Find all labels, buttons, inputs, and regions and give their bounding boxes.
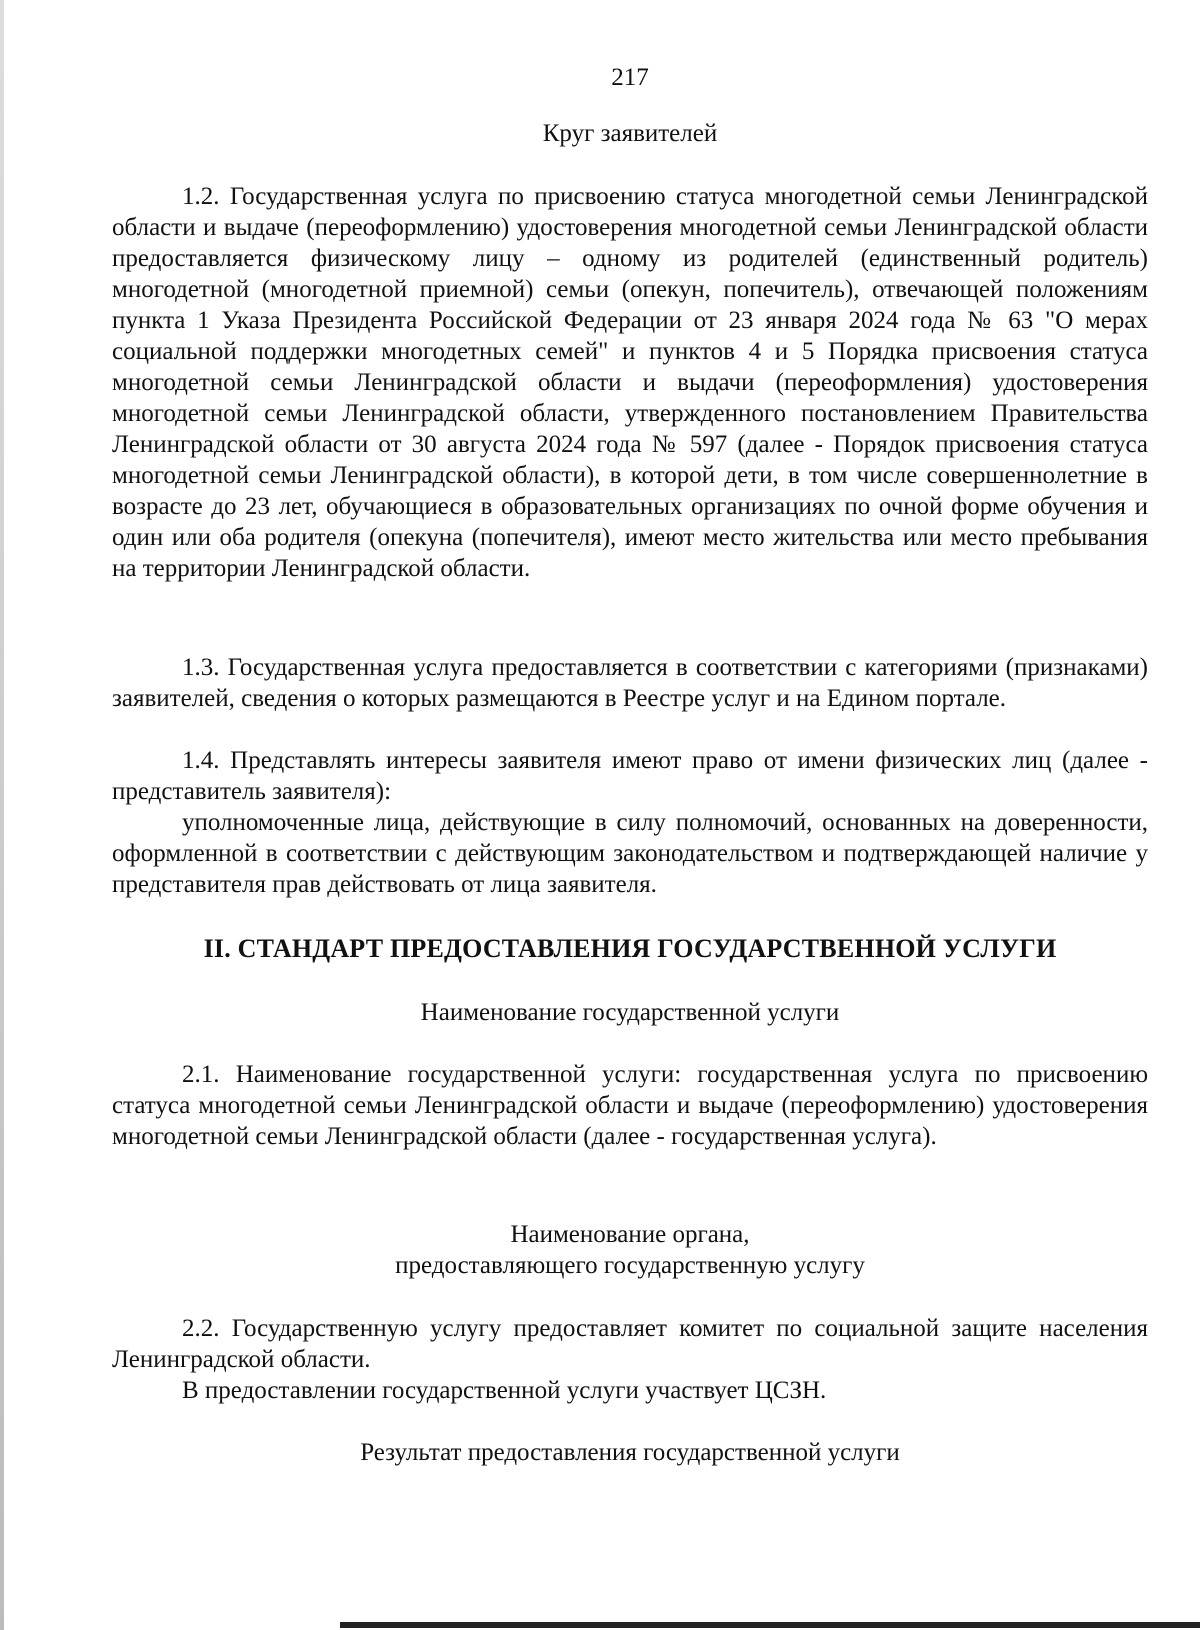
- paragraph-1-4: 1.4. Представлять интересы заявителя имеют право от имени физических лиц (далее - представитель заявителя):: [112, 747, 1148, 805]
- body-heading-block: [112, 1219, 1148, 1281]
- service-name-heading: Наименование государственной услуги: [420, 999, 840, 1026]
- paragraph-2-1-block: [112, 1059, 1148, 1152]
- paragraph-2-2-extra: В предоставлении государственной услуги участвует ЦСЗН.: [182, 1377, 827, 1404]
- paragraph-2-1: 2.1. Наименование государственной услуги: государственная услуга по присвоению статуса многодетной семьи Ленинградской области и выдаче (переоформлению) удостоверения многодетной семьи Ленинградской области (далее - государственная услуга).: [112, 1061, 1148, 1150]
- paragraph-2-2: 2.2. Государственную услугу предоставляет комитет по социальной защите населения Ленинградской области.: [112, 1315, 1148, 1373]
- paragraph-1-3: 1.3. Государственная услуга предоставляется в соответствии с категориями (признаками) заявителей, сведения о которых размещаются в Реестре услуг и на Едином портале.: [112, 654, 1148, 712]
- section-2-title-block: [112, 933, 1148, 964]
- result-heading-block: [112, 1437, 1148, 1468]
- result-heading: Результат предоставления государственной услуги: [360, 1439, 900, 1466]
- paragraph-1-2: 1.2. Государственная услуга по присвоению статуса многодетной семьи Ленинградской области и выдаче (переоформлению) удостоверения многодетной семьи Ленинградской области предоставляется физическому лицу – одному из родителей (единственный родитель) многодетной (многодетной приемной) семьи (опекун, попечитель), отвечающей положениям пункта 1 Указа Президента Российской Федерации от 23 января 2024 года № 63 "О мерах социальной поддержки многодетных семей" и пунктов 4 и 5 Порядка присвоения статуса многодетной семьи Ленинградской области и выдачи (переоформления) удостоверения многодетной семьи Ленинградской области, утвержденного постановлением Правительства Ленинградской области от 30 августа 2024 года № 597 (далее - Порядок присвоения статуса многодетной семьи Ленинградской области), в которой дети, в том числе совершеннолетние в возрасте до 23 лет, обучающиеся в образовательных организациях по очной форме обучения и один или оба родителя (опекуна (попечителя), имеют место жительства или место пребывания на территории Ленинградской области.: [112, 183, 1148, 582]
- paragraph-1-4-item-block: [112, 807, 1148, 900]
- paragraph-1-4-item: уполномоченные лица, действующие в силу полномочий, основанных на доверенности, оформленной в соответствии с действующим законодательством и подтверждающей наличие у представителя прав действовать от лица заявителя.: [112, 809, 1148, 898]
- body-heading-line-2: предоставляющего государственную услугу: [395, 1252, 865, 1279]
- body-heading-line-1: Наименование органа,: [510, 1221, 750, 1248]
- page-number: 217: [611, 64, 649, 91]
- paragraph-1-4-block: [112, 745, 1148, 807]
- paragraph-1-3-block: [112, 652, 1148, 714]
- section-2-title: II. СТАНДАРТ ПРЕДОСТАВЛЕНИЯ ГОСУДАРСТВЕННОЙ УСЛУГИ: [203, 934, 1057, 963]
- service-name-heading-block: [112, 997, 1148, 1028]
- applicants-heading: Круг заявителей: [542, 120, 718, 147]
- paragraph-2-2-block: [112, 1313, 1148, 1406]
- scan-bottom-line: [340, 1622, 1200, 1628]
- paragraph-1-2-block: [112, 181, 1148, 584]
- applicants-heading-block: [112, 118, 1148, 149]
- scan-left-edge: [0, 0, 4, 1630]
